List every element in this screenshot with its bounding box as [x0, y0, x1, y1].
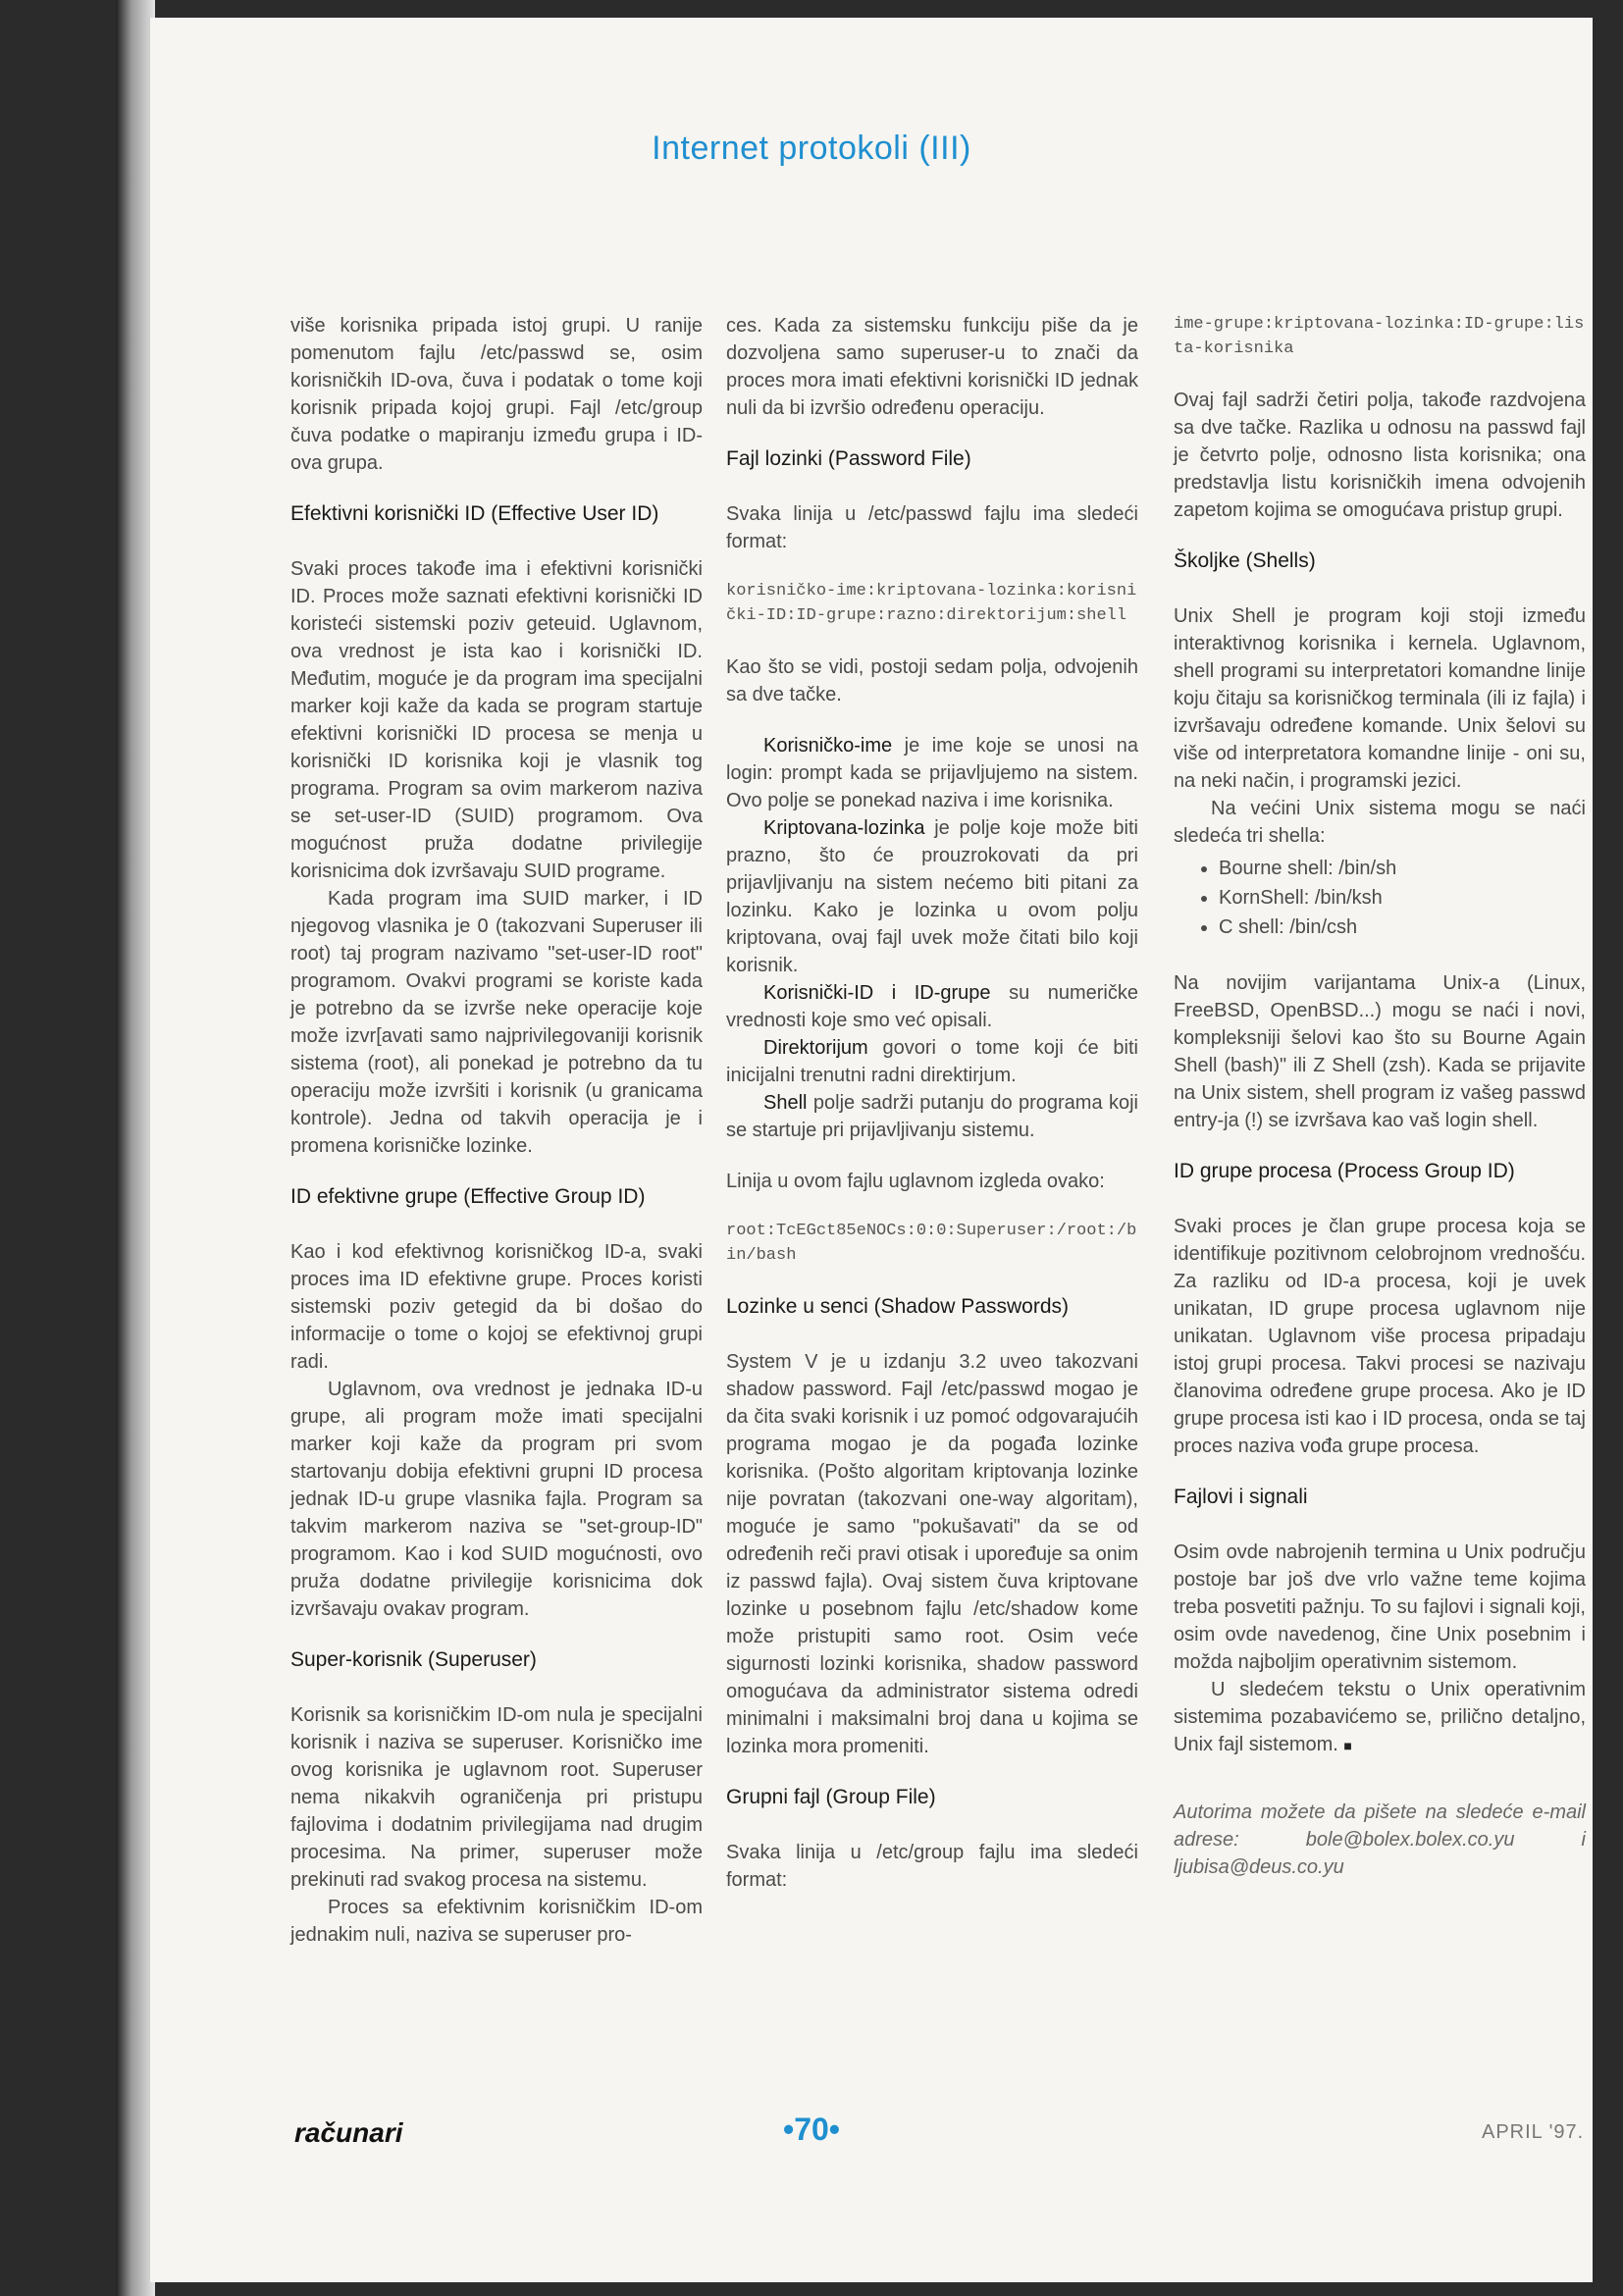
magazine-logo: računari — [294, 2117, 403, 2148]
paragraph — [726, 1034, 1138, 1089]
term-label: Kriptovana-lozinka — [763, 817, 925, 839]
paragraph — [726, 979, 1138, 1034]
term-text: je polje koje može biti prazno, što će prouzrokovati da pri prijavljivanju na sistem nećemo biti pitani za lozinku. Kako je lozinka u ovom polju kriptovana, ovaj fajl uvek može čitati bilo koji korisnik. — [726, 817, 1138, 976]
paragraph-text: U sledećem tekstu o Unix operativnim sistemima pozabavićemo se, prilično detaljno, Unix fajl sistemom. — [1174, 1679, 1586, 1755]
section-heading: Efektivni korisnički ID (Effective User ID) — [290, 502, 659, 525]
term-label: Direktorijum — [763, 1037, 868, 1059]
page-title: Internet protokoli (III) — [652, 130, 971, 167]
paragraph: Svaka linija u /etc/group fajlu ima sledeći format: — [726, 1842, 1138, 1891]
column-3 — [1174, 312, 1586, 1905]
list-item: • KornShell: /bin/ksh — [1219, 883, 1586, 913]
paragraph — [726, 814, 1138, 979]
section-heading: Fajl lozinki (Password File) — [726, 447, 971, 470]
paragraph — [1174, 1676, 1586, 1759]
issue-date: APRIL '97. — [1482, 2121, 1585, 2143]
shell-list — [1174, 854, 1586, 942]
code-block: ime-grupe:kriptovana-lozinka:ID-grupe:lista-korisnika — [1174, 315, 1585, 358]
code-block: korisničko-ime:kriptovana-lozinka:korisnički-ID:ID-grupe:razno:direktorijum:shell — [726, 582, 1137, 625]
term-label: Korisnički-ID i ID-grupe — [763, 982, 991, 1004]
section-heading: Grupni fajl (Group File) — [726, 1786, 936, 1808]
paragraph: Uglavnom, ova vrednost je jednaka ID-u grupe, ali program može imati specijalni marker koji kaže da program pri svom startovanju dobija efektivni grupni ID procesa jednak ID-u grupe vlasnika fajla. Program sa takvim markerom naziva se "set-group-ID" programom. Kao i kod SUID mogućnosti, ovo pruža dodatne privilegije korisnicima dok izvršavaju ovakav program. — [290, 1379, 703, 1620]
paragraph: više korisnika pripada istoj grupi. U ranije pomenutom fajlu /etc/passwd se, osim korisničkih ID-ova, čuva i podatak o tome koji korisnik pripada kojoj grupi. Fajl /etc/group čuva podatke o mapiranju između grupa i ID-ova grupa. — [290, 315, 703, 474]
paragraph: Kada program ima SUID marker, i ID njegovog vlasnika je 0 (takozvani Superuser ili root) taj program nazivamo "set-user-ID root" programom. Ovakvi programi se koriste kada je potrebno da se izvrše neke operacije koje može izvr[avati samo najprivilegovaniji korisnik sistema (root), ali ponekad je potrebno da tu operaciju može izvršiti i korisnik (u granicama kontrole). Jedna od takvih operacija je i promena korisničke lozinke. — [290, 888, 703, 1157]
paragraph: Linija u ovom fajlu uglavnom izgleda ovako: — [726, 1171, 1105, 1192]
paragraph: Svaki proces takođe ima i efektivni korisnički ID. Proces može saznati efektivni korisnički ID koristeći sistemski poziv geteuid. Uglavnom, ova vrednost je ista kao i korisnički ID. Međutim, moguće je da program ima specijalni marker koji kaže da kada se program startuje efektivni korisnički ID procesa se menja u korisnički ID korisnika koji je vlasnik tog programa. Program sa ovim markerom naziva se set-user-ID (SUID) programom. Ova mogućnost pruža dodatne privilegije korisnicima dok izvršavaju SUID programe. — [290, 558, 703, 882]
author-contact: Autorima možete da pišete na sledeće e-mail adrese: bole@bolex.bolex.co.yu i ljubisa@deus.co.yu — [1174, 1801, 1586, 1878]
paragraph: Ovaj fajl sadrži četiri polja, takođe razdvojena sa dve tačke. Razlika u odnosu na passwd fajl je četvrto polje, odnosno lista korisnika; ona predstavlja listu korisničkih imena odvojenih zapetom kojima se omogućava pristup grupi. — [1174, 390, 1586, 521]
paragraph: ces. Kada za sistemsku funkciju piše da je dozvoljena samo superuser-u to znači da proces mora imati efektivni korisnički ID jednak nuli da bi izvršio određenu operaciju. — [726, 315, 1138, 419]
paragraph: Na novijim varijantama Unix-a (Linux, FreeBSD, OpenBSD...) mogu se naći i novi, kompleksniji šelovi kao što su Bourne Again Shell (bash)" ili Z Shell (zsh). Kada se prijavite na Unix sistem, shell program iz vašeg passwd entry-ja (!) se izvršava kao vaš login shell. — [1174, 972, 1586, 1131]
paragraph: Kao što se vidi, postoji sedam polja, odvojenih sa dve tačke. — [726, 656, 1138, 705]
paragraph: Unix Shell je program koji stoji između interaktivnog korisnika i kernela. Uglavnom, shell programi su interpretatori komandne linije koju čitaju sa korisničkog terminala (ili iz fajla) i izvršavaju određene komande. Unix šelovi su više od interpretatora komandne linije - oni su, na neki način, i programski jezici. — [1174, 605, 1586, 792]
term-label: Shell — [763, 1092, 808, 1114]
list-item: • C shell: /bin/csh — [1219, 913, 1586, 942]
paragraph: Proces sa efektivnim korisničkim ID-om jednakim nuli, naziva se superuser pro- — [290, 1897, 703, 1946]
term-text: je ime koje se unosi na login: prompt kada se prijavljujemo na sistem. Ovo polje se ponekad naziva i ime korisnika. — [726, 735, 1138, 811]
paragraph: Na većini Unix sistema mogu se naći sledeća tri shella: — [1174, 798, 1586, 847]
end-mark: ■ — [1343, 1738, 1352, 1753]
column-1 — [290, 312, 703, 1949]
paragraph: Svaka linija u /etc/passwd fajlu ima sledeći format: — [726, 503, 1138, 552]
paragraph: Osim ovde nabrojenih termina u Unix području postoje bar još dve vrlo važne teme kojima treba posvetiti pažnju. To su fajlovi i signali koji, osim ovde navedenog, čine Unix posebnim i možda najboljim operativnim sistemom. — [1174, 1541, 1586, 1673]
term-text: su numeričke vrednosti koje smo već opisali. — [726, 982, 1138, 1031]
paragraph — [726, 1089, 1138, 1144]
term-text: polje sadrži putanju do programa koji se startuje pri prijavljivanju sistemu. — [726, 1092, 1138, 1141]
paragraph: Korisnik sa korisničkim ID-om nula je specijalni korisnik i naziva se superuser. Korisničko ime ovog korisnika je uglavnom root. Superuser nema nikakvih ograničenja pri pristupu fajlovima i dodatnim privilegijama nad drugim procesima. Na primer, superuser može prekinuti rad svakog procesa na sistemu. — [290, 1704, 703, 1891]
section-heading: Lozinke u senci (Shadow Passwords) — [726, 1295, 1070, 1318]
paragraph: Kao i kod efektivnog korisničkog ID-a, svaki proces ima ID efektivne grupe. Proces koristi sistemski poziv getegid da bi došao do informacije o tome o kojoj se efektivnoj grupi radi. — [290, 1241, 703, 1373]
term-label: Korisničko-ime — [763, 735, 893, 757]
paragraph: Svaki proces je član grupe procesa koja se identifikuje pozitivnom celobrojnom vrednošću. Za razliku od ID-a procesa, koji je uvek unikatan, ID grupe procesa uglavnom nije unikatan. Uglavnom više procesa pripadaju istoj grupi procesa. Takvi procesi se nazivaju članovima određene grupe procesa. Ako je ID grupe procesa isti kao i ID procesa, onda se taj proces naziva vođa grupe procesa. — [1174, 1216, 1586, 1457]
section-heading: Školjke (Shells) — [1174, 549, 1316, 572]
page-number: •70• — [783, 2112, 840, 2147]
section-heading: ID efektivne grupe (Effective Group ID) — [290, 1185, 646, 1208]
section-heading: Fajlovi i signali — [1174, 1486, 1308, 1508]
section-heading: Super-korisnik (Superuser) — [290, 1648, 537, 1671]
section-heading: ID grupe procesa (Process Group ID) — [1174, 1160, 1515, 1182]
list-item: • Bourne shell: /bin/sh — [1219, 854, 1586, 883]
paragraph: System V je u izdanju 3.2 uveo takozvani shadow password. Fajl /etc/passwd mogao je da čita svaki korisnik i uz pomoć odgovarajućih programa mogao je da pogađa lozinke korisnika. (Pošto algoritam kriptovanja lozinke nije povratan (takozvani one-way algoritam), moguće je samo "pokušavati" da se od određenih reči pravi otisak i upoređuje sa onim iz passwd fajla). Ovaj sistem čuva kriptovane lozinke u posebnom fajlu /etc/shadow kome može pristupiti samo root. Osim veće sigurnosti lozinki korisnika, shadow password omogućava da administrator sistema odredi minimalni i maksimalni broj dana u kojima se lozinka mora promeniti. — [726, 1351, 1138, 1757]
term-text: govori o tome koji će biti inicijalni trenutni radni direktirjum. — [726, 1037, 1138, 1086]
code-block: root:TcEGct85eNOCs:0:0:Superuser:/root:/bin/bash — [726, 1222, 1137, 1265]
paragraph — [726, 732, 1138, 814]
column-2 — [726, 312, 1138, 1917]
